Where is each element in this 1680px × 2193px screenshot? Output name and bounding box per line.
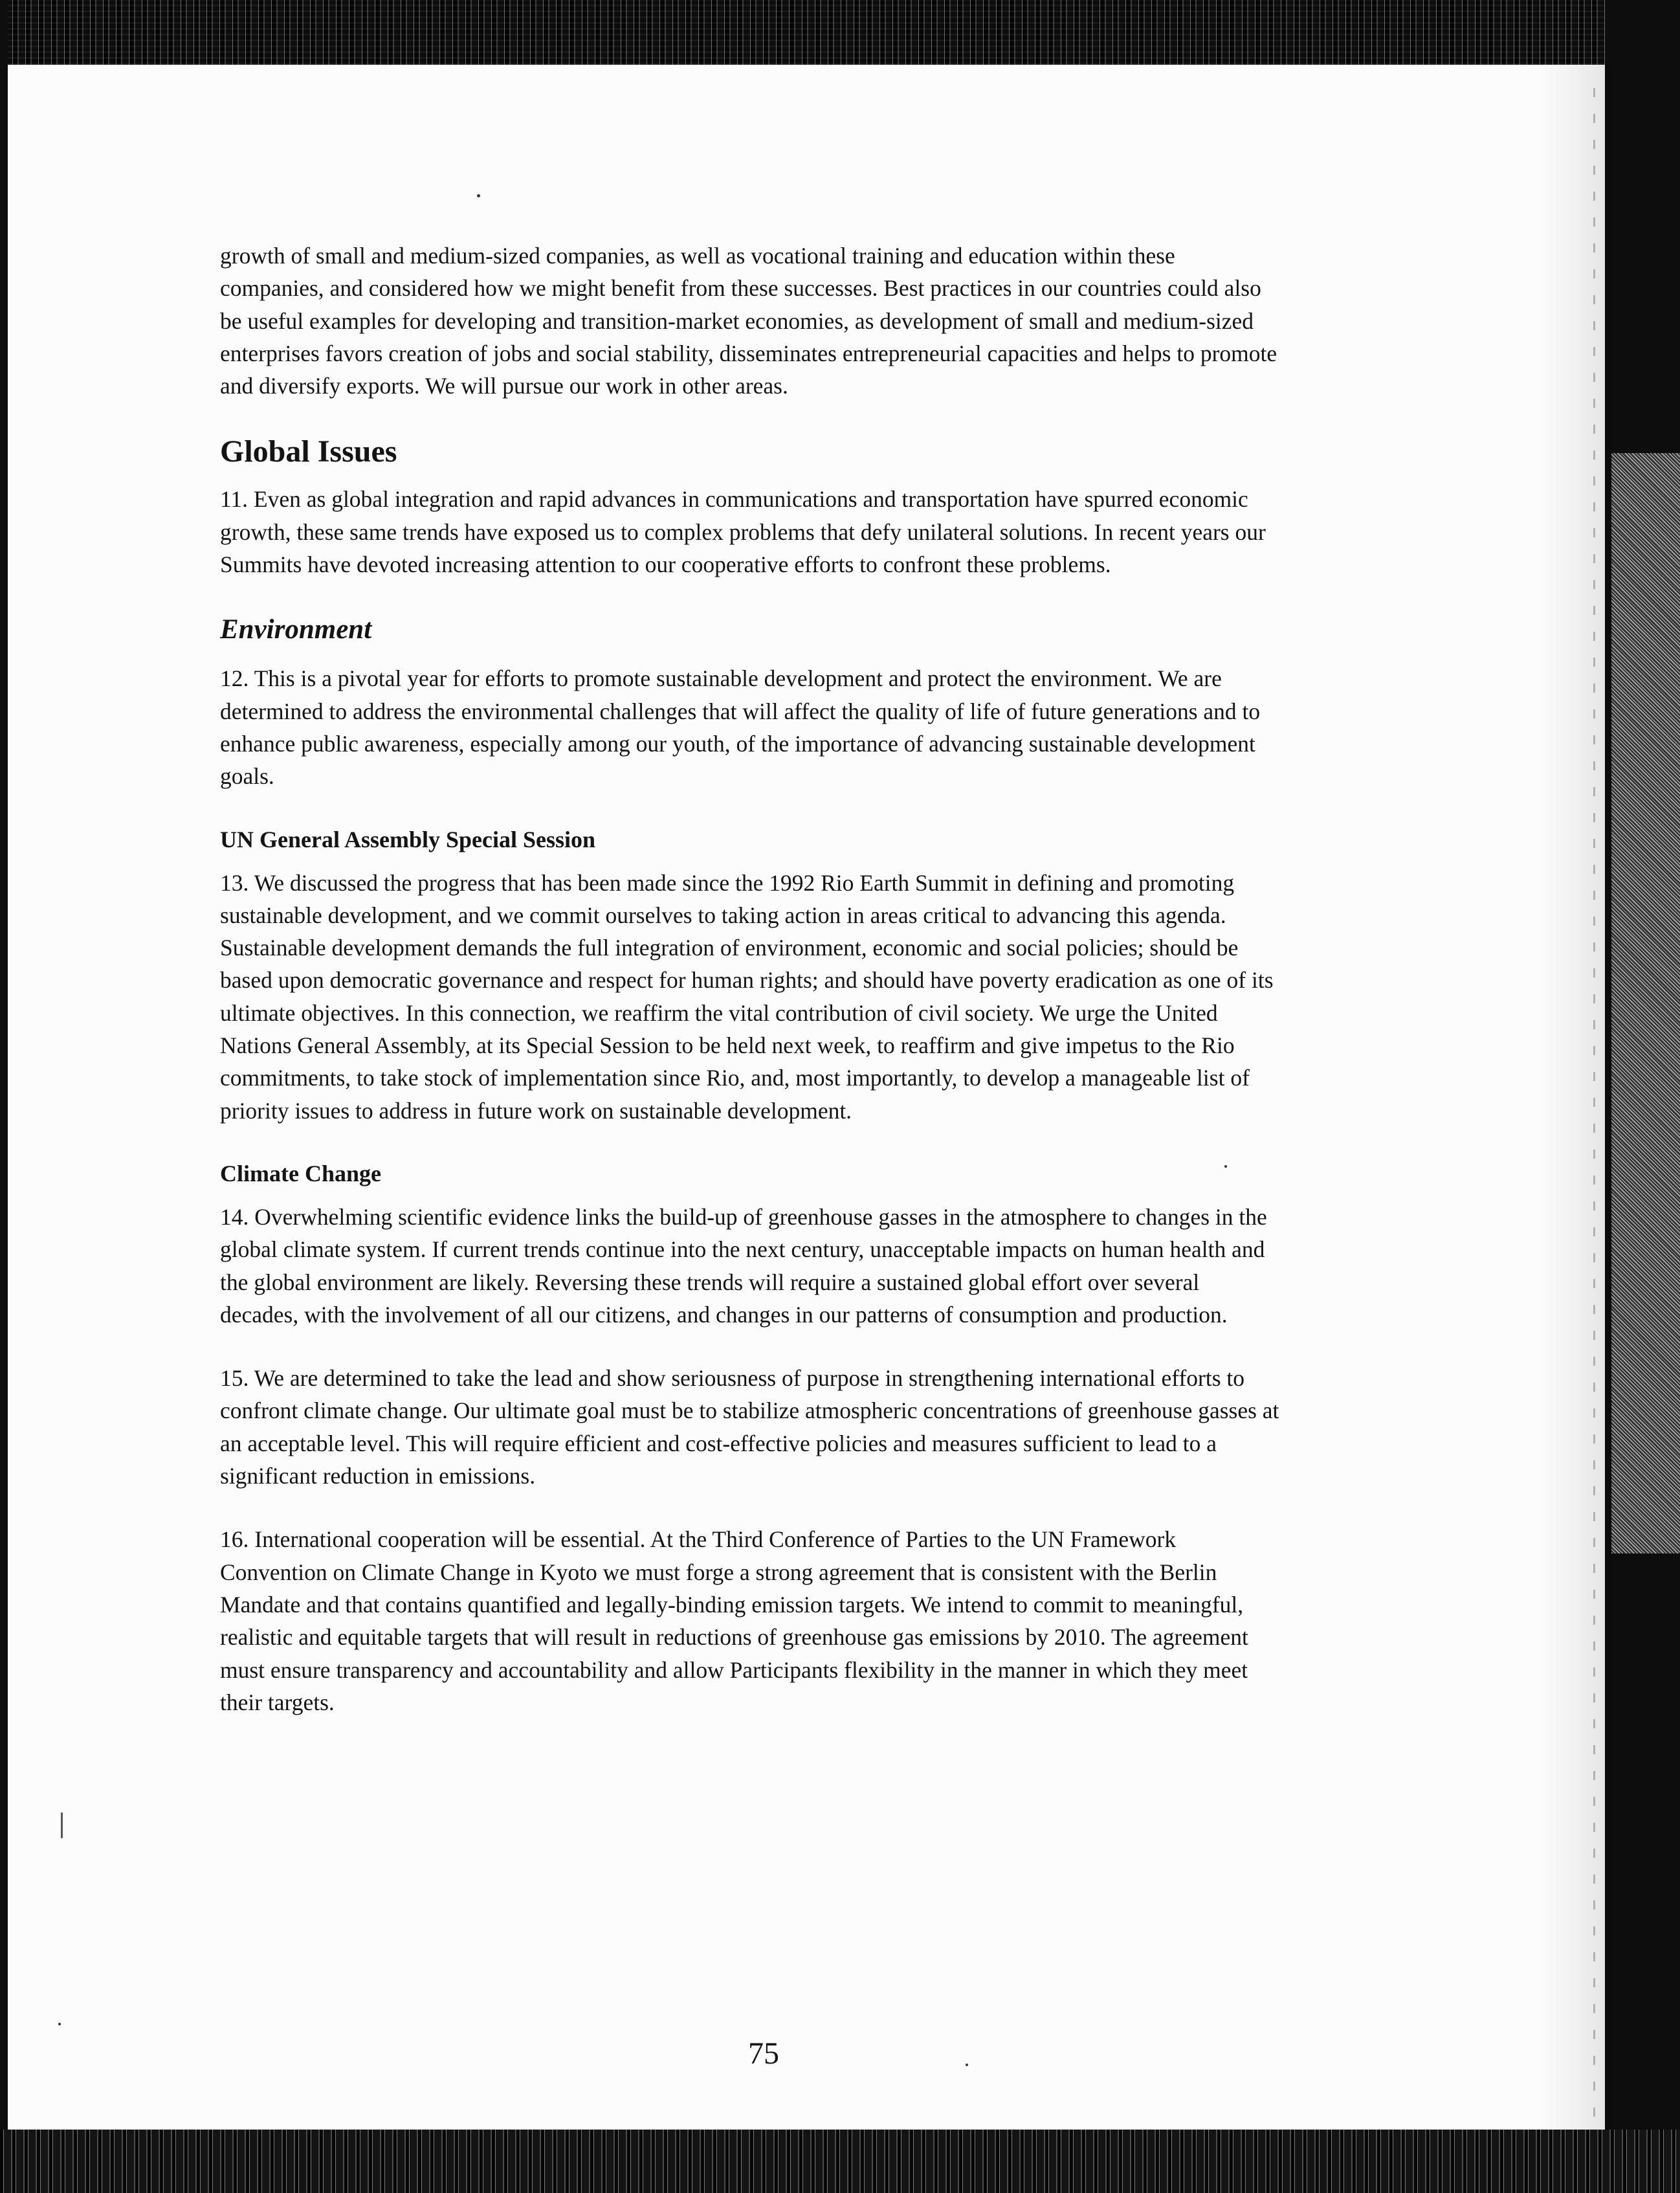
subheading-environment: Environment xyxy=(220,614,372,645)
scan-speck xyxy=(477,194,480,197)
scan-noise-right xyxy=(1611,453,1680,1553)
heading-climate-change: Climate Change xyxy=(220,1160,381,1186)
paragraph-gap xyxy=(220,1492,1281,1523)
binding-marks xyxy=(1593,78,1595,2117)
intro-paragraph: growth of small and medium-sized companies, as well as vocational training and education within these companies, and considered how we might benefit from these successes. Best practices in our countries could also be useful examples for developing and transition-market economies, as development of small and medium-sized enterprises favors creation of jobs and social stability, disseminates entrepreneurial capacities and helps to promote and diversify exports. We will pursue our work in other areas. xyxy=(220,243,1277,399)
scan-mark xyxy=(61,1812,63,1838)
scan-border-top xyxy=(0,0,1680,65)
scan-border-left xyxy=(0,0,8,2193)
paragraph-12: 12. This is a pivotal year for efforts to promote sustainable development and protect the environment. We are determined to address the environmental challenges that will affect the quality of life of future generations and to enhance public awareness, especially among our youth, of the importance of advancing sustainable development goals. xyxy=(220,665,1261,790)
paragraph-16: 16. International cooperation will be essential. At the Third Conference of Parties to the UN Framework Convention on Climate Change in Kyoto we must forge a strong agreement that is consistent with the Berlin Mandate and that contains quantified and legally-binding emission targets. We intend to commit to meaningful, realistic and equitable targets that will result in reductions of greenhouse gas emissions by 2010. The agreement must ensure transparency and accountability and allow Participants flexibility in the manner in which they meet their targets. xyxy=(220,1526,1248,1715)
page-number: 75 xyxy=(748,2036,779,2071)
paragraph-11: 11. Even as global integration and rapid advances in communications and transportation have spurred economic growth, these same trends have exposed us to complex problems that defy unilateral solutions. In recent years our Summits have devoted increasing attention to our cooperative efforts to confront these problems. xyxy=(220,486,1266,578)
heading-un-general-assembly: UN General Assembly Special Session xyxy=(220,826,596,852)
paper-sheet xyxy=(8,65,1605,2130)
scan-border-bottom xyxy=(0,2130,1680,2193)
paragraph-14: 14. Overwhelming scientific evidence links the build-up of greenhouse gasses in the atmosphere to changes in the global climate system. If current trends continue into the next century, unacceptable impacts on human health and the global environment are likely. Reversing these trends will require a sustained global effort over several decades, with the involvement of all our citizens, and changes in our patterns of consumption and production. xyxy=(220,1203,1267,1328)
paragraph-gap xyxy=(220,1331,1281,1362)
paragraph-15: 15. We are determined to take the lead and show seriousness of purpose in strengthening international efforts to confront climate change. Our ultimate goal must be to stabilize atmospheric concentrations of greenhouse gasses at an acceptable level. This will require efficient and cost-effective policies and measures sufficient to lead to a significant reduction in emissions. xyxy=(220,1365,1279,1489)
paragraph-13: 13. We discussed the progress that has been made since the 1992 Rio Earth Summit in defining and promoting sustainable development, and we commit ourselves to taking action in areas critical to advancing this agenda. Sustainable development demands the full integration of environment, economic and social policies; should be based upon democratic governance and respect for human rights; and should have poverty eradication as one of its ultimate objectives. In this connection, we reaffirm the vital contribution of civil society. We urge the United Nations General Assembly, at its Special Session to be held next week, to reaffirm and give impetus to the Rio commitments, to take stock of implementation since Rio, and, most importantly, to develop a manageable list of priority issues to address in future work on sustainable development. xyxy=(220,869,1274,1124)
section-heading-global-issues: Global Issues xyxy=(220,434,397,469)
binding-shadow xyxy=(1535,65,1613,2130)
document-body xyxy=(220,239,1281,1719)
scan-speck xyxy=(966,2064,968,2066)
scan-speck xyxy=(58,2023,61,2025)
